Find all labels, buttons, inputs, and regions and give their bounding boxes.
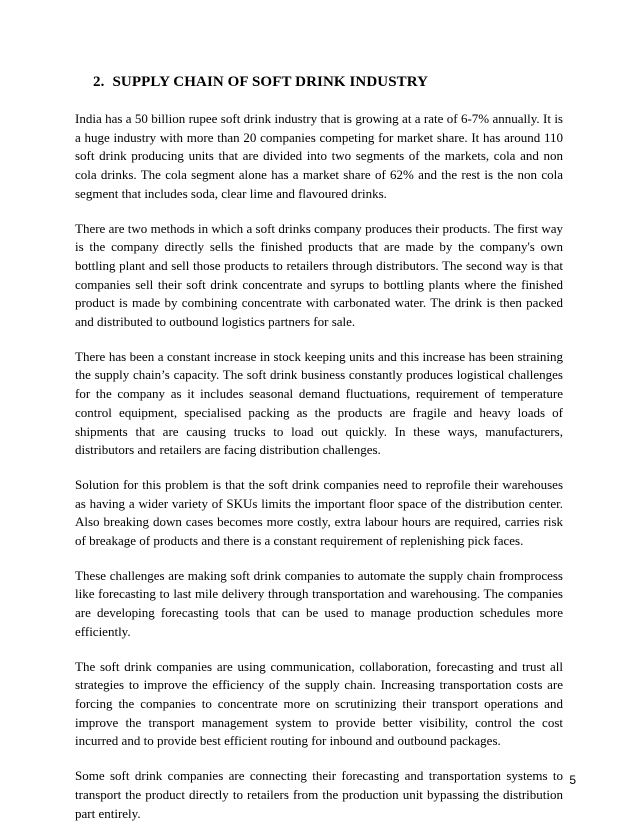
section-number: 2.: [93, 74, 105, 90]
body-text: [75, 110, 563, 839]
paragraph-strategies: The soft drink companies are using communication, collaboration, forecasting and trust all strategies to improve the efficiency of the supply chain. Increasing transportation costs are forcing the companies to concentrate more on scrutinizing their transport operations and improve the transport management system to provide better visibility, control the cost incurred and to provide best efficient routing for inbound and outbound packages.: [75, 658, 563, 749]
paragraph-direct-transport: Some soft drink companies are connecting their forecasting and transportation systems to transport the product directly to retailers from the production unit bypassing the distribution part entirely.: [75, 768, 563, 821]
paragraph-production-methods: There are two methods in which a soft drinks company produces their products. The first way is the company directly sells the finished products that are made by the company's own bottling plant and sell those products to retailers through distributors. The second way is that companies sell their soft drink concentrate and syrups to bottling plants where the finished product is made by combining concentrate with carbonated water. The drink is then packed and distributed to outbound logistics partners for sale.: [75, 220, 563, 330]
section-heading: [93, 74, 428, 91]
paragraph-distribution-challenges: There has been a constant increase in stock keeping units and this increase has been straining the supply chain’s capacity. The soft drink business constantly produces logistical challenges for the company as it includes seasonal demand fluctuations, requirement of temperature control equipment, specialised packing as the products are fragile and heavy loads of shipments that are causing trucks to load out quickly. In these ways, manufacturers, distributors and retailers are facing distribution challenges.: [75, 348, 563, 458]
page-number: 5: [569, 773, 576, 787]
section-title: SUPPLY CHAIN OF SOFT DRINK INDUSTRY: [112, 74, 429, 90]
paragraph-automation: These challenges are making soft drink companies to automate the supply chain fromprocess like forecasting to last mile delivery through transportation and warehousing. The companies are developing forecasting tools that can be used to manage production schedules more efficiently.: [75, 567, 563, 639]
paragraph-industry-overview: India has a 50 billion rupee soft drink industry that is growing at a rate of 6-7% annually. It is a huge industry with more than 20 companies competing for market share. It has around 110 soft drink producing units that are divided into two segments of the markets, cola and non cola drinks. The cola segment alone has a market share of 62% and the rest is the non cola segment that includes soda, clear lime and flavoured drinks.: [75, 111, 563, 201]
paragraph-solution: Solution for this problem is that the soft drink companies need to reprofile their warehouses as having a wider variety of SKUs limits the important floor space of the distribution center. Also breaking down cases becomes more costly, extra labour hours are required, carries risk of breakage of products and there is a constant requirement of replenishing pick faces.: [75, 476, 563, 549]
